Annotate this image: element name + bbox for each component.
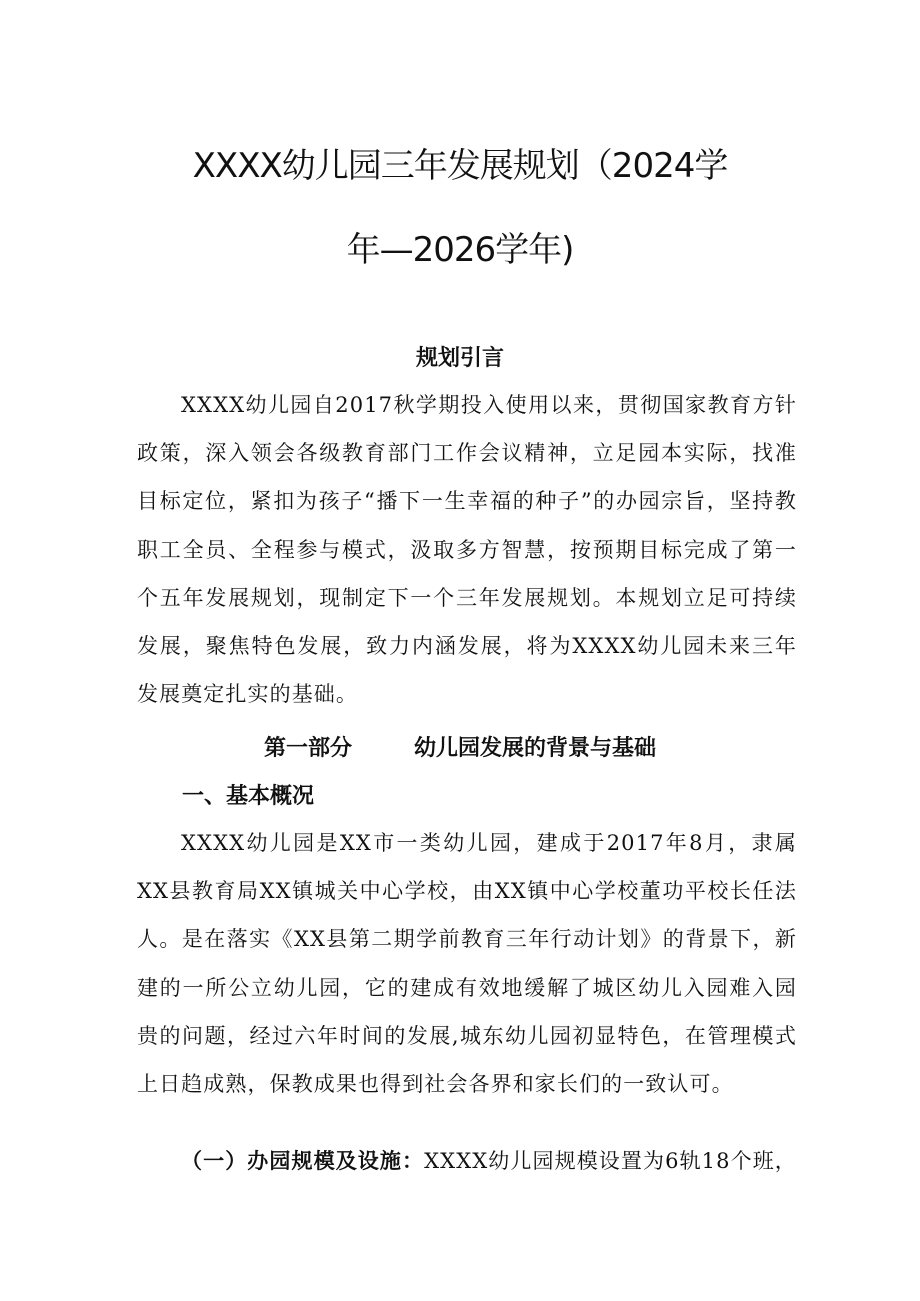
section-one-paragraph: XXXX幼儿园是XX市一类幼儿园，建成于2017年8月，隶属XX县教育局XX镇城关中心学校，由XX镇中心学校董功平校长任法人。是在落实《XX县第二期学前教育三年行动计划》的背景下，新建的一所公立幼儿园，它的建成有效地缓解了城区幼儿入园难入园贵的问题，经过六年时间的发展,城东幼儿园初显特色，在管理模式上日趋成熟，保教成果也得到社会各界和家长们的一致认可。 [137, 831, 797, 1097]
document-title-line-2: 年—2026学年) [346, 230, 574, 270]
document-title-line-1: XXXX幼儿园三年发展规划（2024学 [192, 146, 728, 186]
intro-heading: 规划引言 [415, 346, 504, 371]
part-one-title: 幼儿园发展的背景与基础 [414, 736, 657, 761]
intro-paragraph: XXXX幼儿园自2017秋学期投入使用以来，贯彻国家教育方针政策，深入领会各级教育部门工作会议精神，立足园本实际，找准目标定位，紧扣为孩子“播下一生幸福的种子”的办园宗旨，坚持教职工全员、全程参与模式，汲取多方智慧，按预期目标完成了第一个五年发展规划，现制定下一个三年发展规划。本规划立足可持续发展，聚焦特色发展，致力内涵发展，将为XXXX幼儿园未来三年发展奠定扎实的基础。 [137, 393, 797, 707]
part-one-heading [0, 731, 920, 762]
part-one-label: 第一部分 [263, 736, 352, 761]
subsection-one-text: XXXX幼儿园规模设置为6轨18个班， [424, 1149, 797, 1173]
subsection-one-lead: （一）办园规模及设施： [181, 1149, 425, 1173]
subsection-one-paragraph [137, 1137, 797, 1185]
section-one-heading: 一、基本概况 [182, 784, 315, 809]
